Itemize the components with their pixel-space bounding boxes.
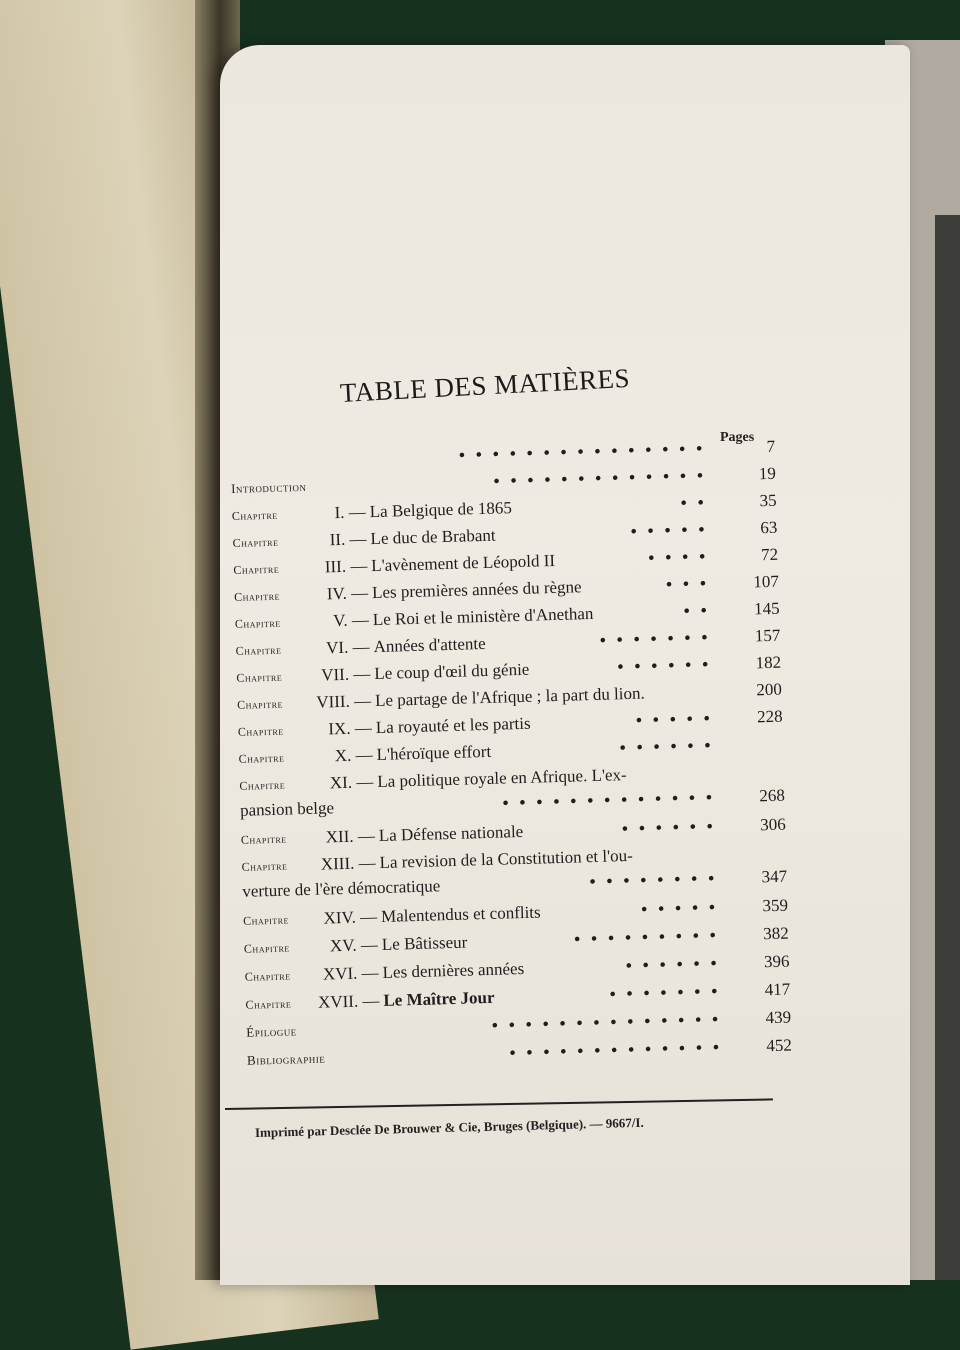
chapter-title: L'héroïque effort: [376, 741, 492, 765]
chapter-title: L'avènement de Léopold II: [371, 550, 556, 576]
page-number: 306: [759, 814, 786, 835]
chapter-title: Le duc de Brabant: [370, 525, 496, 549]
chapter-label: Chapitre: [242, 912, 290, 928]
page-number: 417: [764, 979, 791, 1000]
leader-dots: •••••••••: [573, 925, 727, 949]
chapter-title-continuation: pansion belge: [239, 798, 335, 820]
leader-dots: •••••••••••••: [502, 787, 724, 813]
page-number: 382: [762, 923, 789, 944]
chapter-number: II. —: [329, 529, 367, 550]
section-label: Introduction: [230, 478, 307, 496]
page-number: 63: [760, 517, 778, 538]
chapter-title: Les premières années du règne: [371, 577, 582, 603]
chapter-title: Les dernières années: [382, 958, 525, 982]
leader-dots: ••: [680, 492, 715, 513]
page-number: 359: [762, 895, 789, 916]
chapter-title: La Défense nationale: [378, 821, 524, 845]
chapter-number: IV. —: [326, 583, 369, 604]
chapter-number: XII. —: [325, 826, 376, 847]
printer-imprint: Imprimé par Desclée De Brouwer & Cie, Bruges (Belgique). — 9667/I.: [254, 1114, 644, 1140]
page-number: 200: [756, 679, 783, 700]
chapter-number: V. —: [332, 610, 370, 631]
adjacent-book: [935, 215, 960, 1280]
chapter-label: Chapitre: [235, 642, 282, 658]
page-number: 107: [753, 571, 780, 592]
page-number: [733, 732, 783, 733]
leader-dots: ••••••: [619, 735, 722, 758]
chapter-label: Chapitre: [239, 777, 286, 793]
table-of-contents: [230, 434, 817, 1070]
page-number: [734, 759, 784, 760]
leader-dots: •••••••••••••: [509, 1037, 731, 1063]
leader-dots: ••••••••: [589, 868, 726, 892]
chapter-title: Le coup d'œil du génie: [374, 659, 530, 684]
chapter-label: Chapitre: [244, 968, 291, 984]
leader-dots: ••••: [648, 546, 717, 568]
page-number: 35: [759, 490, 777, 511]
page-title: TABLE DES MATIÈRES: [339, 362, 631, 408]
chapter-number: XIV. —: [323, 907, 378, 928]
chapter-label: Chapitre: [240, 831, 287, 847]
chapter-number: VI. —: [325, 637, 370, 658]
chapter-number: VIII. —: [316, 691, 372, 712]
chapter-number: III. —: [324, 556, 368, 577]
chapter-number: XI. —: [329, 772, 374, 793]
leader-dots: ••••••: [617, 654, 720, 677]
chapter-label: Chapitre: [231, 507, 278, 523]
chapter-number: IX. —: [328, 718, 373, 739]
chapter-label: Chapitre: [234, 615, 281, 631]
page-number: 268: [759, 785, 786, 806]
chapter-label: Chapitre: [236, 696, 284, 712]
leader-dots: •••••: [630, 519, 716, 541]
leader-dots: •••••: [640, 897, 727, 919]
chapter-title: Le Maître Jour: [383, 987, 495, 1010]
page-number: 347: [761, 866, 788, 887]
chapter-number: XV. —: [329, 935, 379, 956]
pages-column-header: Pages: [720, 430, 755, 445]
chapter-title: La revision de la Constitution et l'ou-: [379, 845, 634, 872]
leader-dots: ••••••: [625, 953, 728, 976]
page-number: 19: [758, 463, 777, 484]
section-label: Bibliographie: [246, 1050, 326, 1068]
page-number: 439: [765, 1007, 792, 1028]
chapter-title: Malentendus et conflits: [380, 902, 541, 926]
page-number: [736, 840, 786, 841]
leader-dots: ••••••••••••••: [491, 1009, 730, 1035]
section-label: Épilogue: [246, 1023, 297, 1040]
leader-dots: •••••••: [599, 627, 719, 650]
page-number: 396: [763, 951, 790, 972]
chapter-label: Chapitre: [237, 723, 284, 739]
chapter-label: Chapitre: [241, 858, 288, 874]
chapter-label: Chapitre: [243, 940, 290, 956]
chapter-number: XVI. —: [322, 963, 379, 984]
chapter-label: Chapitre: [232, 534, 279, 550]
chapter-number: I. —: [334, 502, 367, 523]
chapter-title-continuation: verture de l'ère démocratique: [242, 876, 441, 901]
page-number: 182: [755, 652, 782, 673]
chapter-title: Le Bâtisseur: [381, 932, 468, 954]
chapter-label: Chapitre: [245, 996, 292, 1012]
leader-dots: •••: [665, 573, 718, 594]
page-number: 145: [753, 598, 780, 619]
leader-dots: •••••••••••••: [493, 465, 715, 491]
page-number: 452: [766, 1035, 793, 1056]
chapter-title: La Belgique de 1865: [369, 498, 513, 522]
page-number: 157: [754, 625, 781, 646]
leader-dots: •••••: [635, 708, 721, 730]
chapter-title: La royauté et les partis: [375, 713, 531, 738]
chapter-number: X. —: [334, 745, 373, 766]
chapter-label: Chapitre: [233, 561, 280, 577]
chapter-number: XIII. —: [320, 853, 376, 874]
page-number: 7: [766, 436, 776, 457]
chapter-title: Années d'attente: [373, 633, 486, 657]
leader-dots: ••••••: [621, 816, 724, 839]
page-number: 228: [756, 706, 783, 727]
chapter-number: XVII. —: [317, 991, 380, 1012]
leader-dots: •••••••: [609, 981, 729, 1004]
chapter-label: Chapitre: [233, 588, 281, 604]
leader-dots: •••••••••••••••: [458, 438, 714, 465]
chapter-title: Le Roi et le ministère d'Anethan: [372, 603, 594, 630]
chapter-number: VII. —: [320, 664, 371, 685]
page-number: 72: [760, 544, 779, 565]
chapter-title: La politique royale en Afrique. L'ex-: [377, 765, 627, 792]
chapter-label: Chapitre: [236, 669, 283, 685]
chapter-title: Le partage de l'Afrique ; la part du lion.: [374, 683, 645, 711]
leader-dots: ••: [683, 600, 718, 621]
chapter-label: Chapitre: [238, 750, 285, 766]
